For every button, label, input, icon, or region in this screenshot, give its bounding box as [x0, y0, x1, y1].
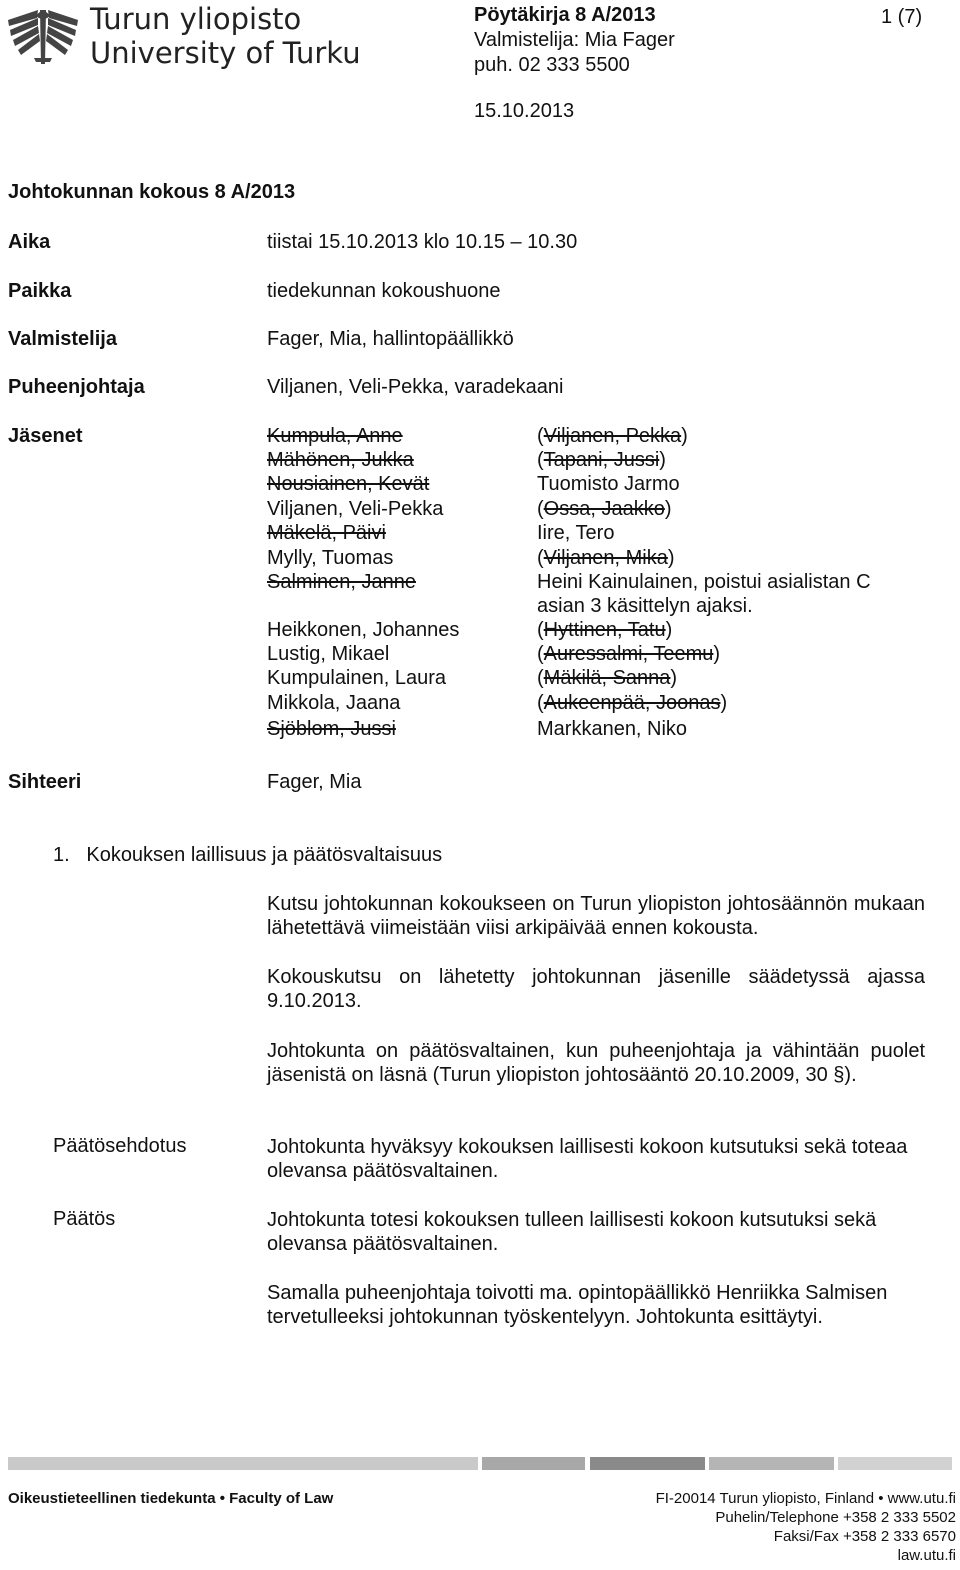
- footer-bar-segment: [482, 1457, 585, 1470]
- section-heading: 1. Kokouksen laillisuus ja päätösvaltaisuus: [53, 844, 443, 866]
- deputy-member: (Aukeenpää, Joonas): [537, 692, 728, 714]
- deputy-member: (Mäkilä, Sanna): [537, 667, 678, 689]
- member-name: Kumpulainen, Laura: [267, 667, 447, 689]
- field-label-time: Aika: [8, 231, 51, 253]
- deputy-member: (Tapani, Jussi): [537, 449, 666, 471]
- member-name: Salminen, Janne: [267, 571, 416, 593]
- member-name: Mäkelä, Päivi: [267, 522, 386, 544]
- document-date: 15.10.2013: [474, 100, 575, 122]
- deputy-member: (Auressalmi, Teemu): [537, 643, 721, 665]
- footer-phone: Puhelin/Telephone +358 2 333 5502: [715, 1509, 956, 1526]
- deputy-member: Iire, Tero: [537, 522, 615, 544]
- preparer-line: Valmistelija: Mia Fager: [474, 29, 675, 51]
- footer-bar-segment: [838, 1457, 952, 1470]
- footer-faculty: Oikeustieteellinen tiedekunta • Faculty of Law: [8, 1490, 334, 1507]
- deputy-member: asian 3 käsittelyn ajaksi.: [537, 595, 753, 617]
- field-value-preparer: Fager, Mia, hallintopäällikkö: [267, 328, 514, 350]
- members-label: Jäsenet: [8, 425, 83, 447]
- footer-web: law.utu.fi: [897, 1547, 956, 1564]
- footer-bar-segment: [590, 1457, 705, 1470]
- welcome-note: Samalla puheenjohtaja toivotti ma. opintopäällikkö Henriikka Salmisen tervetulleeksi johtokunnan työskentelyyn. Johtokunta esittäytyi.: [267, 1282, 888, 1328]
- torch-wings-emblem-icon: [6, 6, 80, 68]
- member-name: Viljanen, Veli-Pekka: [267, 498, 444, 520]
- paragraph-invitation-sent: Kokouskutsu on lähetetty johtokunnan jäsenille säädetyssä ajassa 9.10.2013.: [267, 966, 925, 1012]
- footer-address: FI-20014 Turun yliopisto, Finland • www.utu.fi: [655, 1490, 956, 1507]
- decision-text: Johtokunta totesi kokouksen tulleen laillisesti kokoon kutsutuksi sekä olevansa päätösvaltainen.: [267, 1209, 877, 1255]
- footer-fax: Faksi/Fax +358 2 333 6570: [773, 1528, 956, 1545]
- field-label-preparer: Valmistelija: [8, 328, 117, 350]
- logo-name-en: University of Turku: [90, 36, 361, 70]
- field-value-chair: Viljanen, Veli-Pekka, varadekaani: [267, 376, 564, 398]
- footer-bar-segment: [709, 1457, 834, 1470]
- phone-line: puh. 02 333 5500: [474, 54, 630, 76]
- decision-label: Päätös: [53, 1208, 116, 1230]
- field-value-place: tiedekunnan kokoushuone: [267, 280, 501, 302]
- proposal-text: Johtokunta hyväksyy kokouksen laillisesti kokoon kutsutuksi sekä toteaa olevansa päätösvaltainen.: [267, 1136, 908, 1182]
- member-name: Nousiainen, Kevät: [267, 473, 430, 495]
- paragraph-quorum: Johtokunta on päätösvaltainen, kun puheenjohtaja ja vähintään puolet jäsenistä on läsnä (Turun yliopiston johtosääntö 20.10.2009, 30 §).: [267, 1040, 925, 1086]
- logo-name-fi: Turun yliopisto: [90, 2, 302, 36]
- member-name: Mikkola, Jaana: [267, 692, 401, 714]
- deputy-member: (Viljanen, Pekka): [537, 425, 688, 447]
- paragraph-invitation: Kutsu johtokunnan kokoukseen on Turun yliopiston johtosäännön mukaan lähetettävä viimeistään viisi arkipäivää ennen kokousta.: [267, 893, 925, 939]
- field-label-place: Paikka: [8, 280, 72, 302]
- member-name: Sjöblom, Jussi: [267, 718, 396, 740]
- field-value-time: tiistai 15.10.2013 klo 10.15 – 10.30: [267, 231, 578, 253]
- member-name: Mähönen, Jukka: [267, 449, 414, 471]
- deputy-member: Heini Kainulainen, poistui asialistan C: [537, 571, 871, 593]
- document-title: Pöytäkirja 8 A/2013: [474, 4, 656, 26]
- deputy-member: (Hyttinen, Tatu): [537, 619, 673, 641]
- field-label-chair: Puheenjohtaja: [8, 376, 145, 398]
- member-name: Lustig, Mikael: [267, 643, 390, 665]
- secretary-label: Sihteeri: [8, 771, 82, 793]
- footer-bar-segment: [8, 1457, 478, 1470]
- member-name: Mylly, Tuomas: [267, 547, 394, 569]
- deputy-member: Tuomisto Jarmo: [537, 473, 680, 495]
- member-name: Heikkonen, Johannes: [267, 619, 460, 641]
- university-logo: [6, 6, 80, 68]
- deputy-member: (Viljanen, Mika): [537, 547, 675, 569]
- proposal-label: Päätösehdotus: [53, 1135, 187, 1157]
- deputy-member: (Ossa, Jaakko): [537, 498, 672, 520]
- secretary-value: Fager, Mia: [267, 771, 362, 793]
- deputy-member: Markkanen, Niko: [537, 718, 688, 740]
- member-name: Kumpula, Anne: [267, 425, 403, 447]
- meeting-title: Johtokunnan kokous 8 A/2013: [8, 181, 296, 203]
- page-number: 1 (7): [881, 6, 923, 28]
